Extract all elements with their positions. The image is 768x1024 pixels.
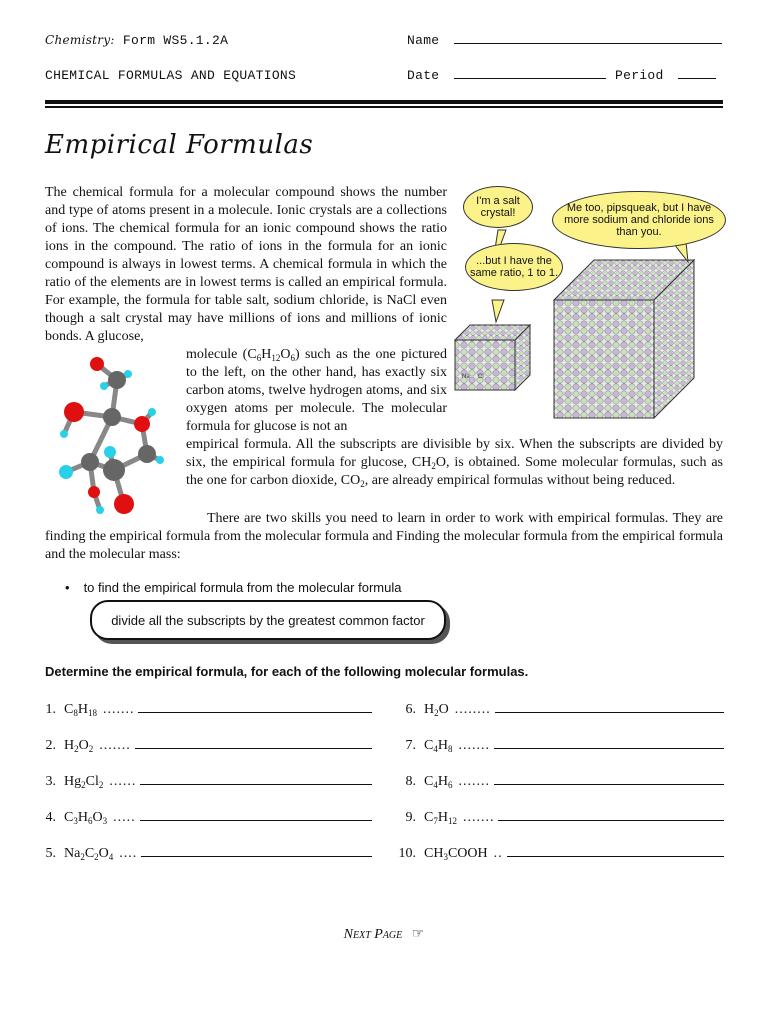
page-title: Empirical Formulas — [45, 130, 314, 160]
molecular-formula: $C_7H_{12}$ — [424, 810, 457, 826]
question-item — [390, 844, 724, 880]
question-item — [30, 844, 372, 880]
question-number: 4. — [45, 810, 56, 825]
leader-dots: .. — [493, 846, 503, 861]
answer-blank[interactable] — [495, 700, 724, 713]
svg-text:Na: Na — [462, 374, 470, 380]
intro-paragraph-1c: empirical formula. All the subscripts are divisible by six. When the subscripts are divided by six, the empirical formula for glucose, $CH_2O$, is obtained. Some molecular formulas, such as the one for carbon dioxide, $CO_2$, are already empirical formulas without being reduced. — [186, 437, 723, 489]
molecular-formula: $Hg_2Cl_2$ — [64, 774, 104, 790]
question-item — [390, 700, 724, 736]
answer-blank[interactable] — [141, 844, 372, 857]
rule-box: divide all the subscripts by the greatest common factor — [90, 600, 446, 640]
question-number: 3. — [45, 774, 56, 789]
header-rule-thick — [45, 100, 723, 104]
molecular-formula: $C_4H_8$ — [424, 738, 453, 754]
pointing-hand-icon: ☞ — [411, 927, 425, 942]
leader-dots: ....... — [99, 738, 131, 753]
molecular-formula: $H_2O_2$ — [64, 738, 94, 754]
next-page-link[interactable]: Next Page ☞ — [343, 927, 425, 942]
question-number: 10. — [398, 846, 416, 861]
answer-blank[interactable] — [507, 844, 724, 857]
leader-dots: ...... — [109, 774, 137, 789]
answer-blank[interactable] — [138, 700, 372, 713]
glucose-molecule-image — [52, 352, 170, 522]
question-number: 7. — [405, 738, 416, 753]
answer-blank[interactable] — [135, 736, 372, 749]
question-item — [30, 736, 372, 772]
molecular-formula: $C_3H_6O_3$ — [64, 810, 108, 826]
leader-dots: ....... — [102, 702, 135, 717]
intro-paragraph-1b: molecule $(C_6H_{12}O_6)$ such as the one pictured to the left, on the other hand, has exactly six carbon atoms, twelve hydrogen atoms, and six oxygen atoms per molecule. The molecular formula for glucose is not an — [186, 347, 447, 434]
leader-dots: .... — [119, 846, 138, 861]
header-unit: CHEMICAL FORMULAS AND EQUATIONS — [45, 68, 297, 83]
question-number: 6. — [405, 702, 416, 717]
name-field[interactable]: Name — [407, 33, 722, 48]
bullet-item: • to find the empirical formula from the molecular formula — [65, 580, 402, 595]
header-rule-thin — [45, 106, 723, 108]
leader-dots: ..... — [113, 810, 136, 825]
instructions: Determine the empirical formula, for each of the following molecular formulas. — [45, 664, 529, 679]
question-item — [30, 772, 372, 808]
date-field[interactable]: Date — [407, 68, 606, 83]
question-item — [30, 700, 372, 736]
intro-paragraph-2: There are two skills you need to learn in order to work with empirical formulas. They are finding the empirical formula from the molecular formula and Finding the molecular formula from the empirical formula and the molecular mass: — [45, 511, 724, 562]
molecular-formula: $Na_2C_2O_4$ — [64, 846, 114, 862]
answer-blank[interactable] — [140, 772, 372, 785]
question-number: 9. — [405, 810, 416, 825]
molecular-formula: $CH_3COOH$ — [424, 846, 488, 862]
header-subject: Chemistry: Form WS5.1.2A — [45, 33, 229, 48]
answer-blank[interactable] — [498, 808, 724, 821]
question-number: 8. — [405, 774, 416, 789]
question-number: 1. — [45, 702, 56, 717]
leader-dots: ....... — [458, 738, 490, 753]
molecular-formula: $H_2O$ — [424, 702, 449, 718]
answer-blank[interactable] — [494, 772, 724, 785]
svg-text:Cl: Cl — [478, 374, 484, 380]
speech-bubble-small-1: I'm a salt crystal! — [463, 186, 533, 228]
leader-dots: ....... — [458, 774, 490, 789]
questions-right-column — [390, 700, 724, 880]
question-item — [390, 736, 724, 772]
speech-bubble-small-2: ...but I have the same ratio, 1 to 1. — [465, 243, 563, 291]
question-item — [30, 808, 372, 844]
answer-blank[interactable] — [140, 808, 372, 821]
question-item — [390, 808, 724, 844]
period-field[interactable]: Period — [615, 68, 716, 83]
molecular-formula: $C_4H_6$ — [424, 774, 453, 790]
intro-paragraph-1: The chemical formula for a molecular compound shows the number and type of atoms present in a molecule. Ionic crystals are a collections of ions. The chemical formula for an ionic compound shows the ratio ions in the compound. The ratio of ions in the formula for an ionic compound is always in lowest terms. A chemical formula in which the ratio of the elements are in lowest terms is called an empirical formula. For example, the formula for table salt, sodium chloride, is NaCl even though a salt crystal may have millions of ions and millions of ionic bonds. A glucose, — [45, 185, 447, 344]
answer-blank[interactable] — [494, 736, 724, 749]
question-number: 5. — [45, 846, 56, 861]
question-item — [390, 772, 724, 808]
questions-left-column — [30, 700, 372, 880]
leader-dots: ....... — [462, 810, 495, 825]
molecular-formula: $C_8H_{18}$ — [64, 702, 97, 718]
leader-dots: ........ — [454, 702, 491, 717]
speech-bubble-big: Me too, pipsqueak, but I have more sodium and chloride ions than you. — [552, 191, 726, 249]
question-number: 2. — [45, 738, 56, 753]
